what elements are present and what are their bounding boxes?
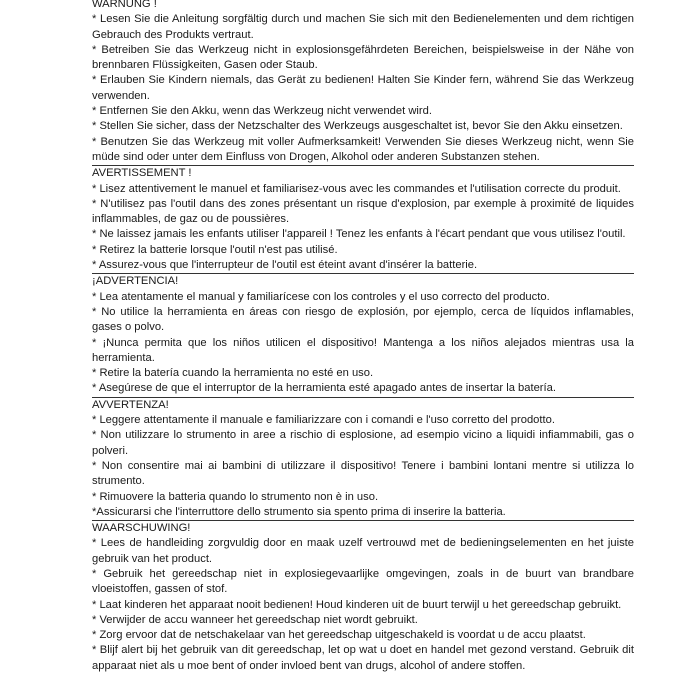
warning-section-spanish: [92, 274, 634, 397]
section-heading: WARNUNG !: [92, 0, 157, 10]
warning-item: * Lesen Sie die Anleitung sorgfältig durch und machen Sie sich mit den Bedienelementen und dem richtigen Gebrauch des Produkts vertraut.: [92, 13, 634, 41]
warning-item: * Stellen Sie sicher, dass der Netzschalter des Werkzeugs ausgeschaltet ist, bevor Sie den Akku einsetzen.: [92, 120, 623, 133]
warning-item: * Erlauben Sie Kindern niemals, das Gerät zu bedienen! Halten Sie Kinder fern, während Sie das Werkzeug verwenden.: [92, 74, 634, 102]
warning-item: * Ne laissez jamais les enfants utiliser l'appareil ! Tenez les enfants à l'écart pendant que vous utilisez l'outil.: [92, 228, 626, 241]
warning-section-french: [92, 166, 634, 274]
warning-item: * Non utilizzare lo strumento in aree a rischio di esplosione, ad esempio vicino a liquidi infiammabili, gas o polveri.: [92, 429, 634, 457]
warning-item: * Retirez la batterie lorsque l'outil n'est pas utilisé.: [92, 243, 338, 256]
warning-item: * Verwijder de accu wanneer het gereedschap niet wordt gebruikt.: [92, 613, 418, 626]
warning-section-italian: [92, 398, 634, 521]
warning-item: * Non consentire mai ai bambini di utilizzare il dispositivo! Tenere i bambini lontani mentre si utilizza lo strumento.: [92, 459, 634, 488]
warning-section-dutch: [92, 521, 634, 674]
warning-item: * Retire la batería cuando la herramienta no esté en uso.: [92, 367, 374, 380]
warning-item: * Lisez attentivement le manuel et familiarisez-vous avec les commandes et l'utilisation correcte du produit.: [92, 182, 621, 195]
warning-item: * Entfernen Sie den Akku, wenn das Werkzeug nicht verwendet wird.: [92, 105, 432, 118]
section-heading: ¡ADVERTENCIA!: [92, 275, 179, 288]
warning-item: * N'utilisez pas l'outil dans des zones présentant un risque d'explosion, par exemple à proximité de liquides inflammables, de gaz ou de poussières.: [92, 197, 634, 226]
section-heading: AVERTISSEMENT !: [92, 167, 192, 180]
section-heading: WAARSCHUWING!: [92, 522, 191, 535]
warning-item: *Assicurarsi che l'interruttore dello strumento sia spento prima di inserire la batteria.: [92, 505, 506, 518]
warning-item: * Rimuovere la batteria quando lo strumento non è in uso.: [92, 490, 379, 503]
warning-item: * Lea atentamente el manual y familiarícese con los controles y el uso correcto del producto.: [92, 290, 550, 303]
warning-item: * Leggere attentamente il manuale e familiarizzare con i comandi e l'uso corretto del prodotto.: [92, 414, 555, 427]
warning-item: * Assurez-vous que l'interrupteur de l'outil est éteint avant d'insérer la batterie.: [92, 259, 478, 272]
warning-item: * Gebruik het gereedschap niet in explosiegevaarlijke omgevingen, zoals in de buurt van brandbare vloeistoffen, gassen of stof.: [92, 567, 634, 596]
warning-item: * Asegúrese de que el interruptor de la herramienta esté apagado antes de insertar la batería.: [92, 382, 556, 395]
warning-item: * Betreiben Sie das Werkzeug nicht in explosionsgefährdeten Bereichen, beispielsweise in der Nähe von brennbaren Flüssigkeiten, Gasen oder Staub.: [92, 43, 634, 72]
warning-item: * ¡Nunca permita que los niños utilicen el dispositivo! Mantenga a los niños alejados mientras usa la herramienta.: [92, 336, 634, 364]
warning-item: * Zorg ervoor dat de netschakelaar van het gereedschap uitgeschakeld is voordat u de accu plaatst.: [92, 629, 586, 642]
warning-item: * No utilice la herramienta en áreas con riesgo de explosión, por ejemplo, cerca de líquidos inflamables, gases o polvo.: [92, 305, 634, 334]
warning-item: * Benutzen Sie das Werkzeug mit voller Aufmerksamkeit! Verwenden Sie dieses Werkzeug nicht, wenn Sie müde sind oder unter dem Einfluss von Drogen, Alkohol oder anderen Substanzen stehen.: [92, 135, 634, 163]
section-heading: AVVERTENZA!: [92, 398, 169, 411]
warning-item: * Lees de handleiding zorgvuldig door en maak uzelf vertrouwd met de bedieningselementen en het juiste gebruik van het product.: [92, 537, 634, 565]
warning-section-german: [92, 0, 634, 166]
warning-item: * Laat kinderen het apparaat nooit bedienen! Houd kinderen uit de buurt terwijl u het gereedschap gebruikt.: [92, 598, 622, 611]
warning-item: * Blijf alert bij het gebruik van dit gereedschap, let op wat u doet en handel met gezond verstand. Gebruik dit apparaat niet als u moe bent of onder invloed bent van drugs, alcohol of andere stoffen.: [92, 644, 634, 672]
